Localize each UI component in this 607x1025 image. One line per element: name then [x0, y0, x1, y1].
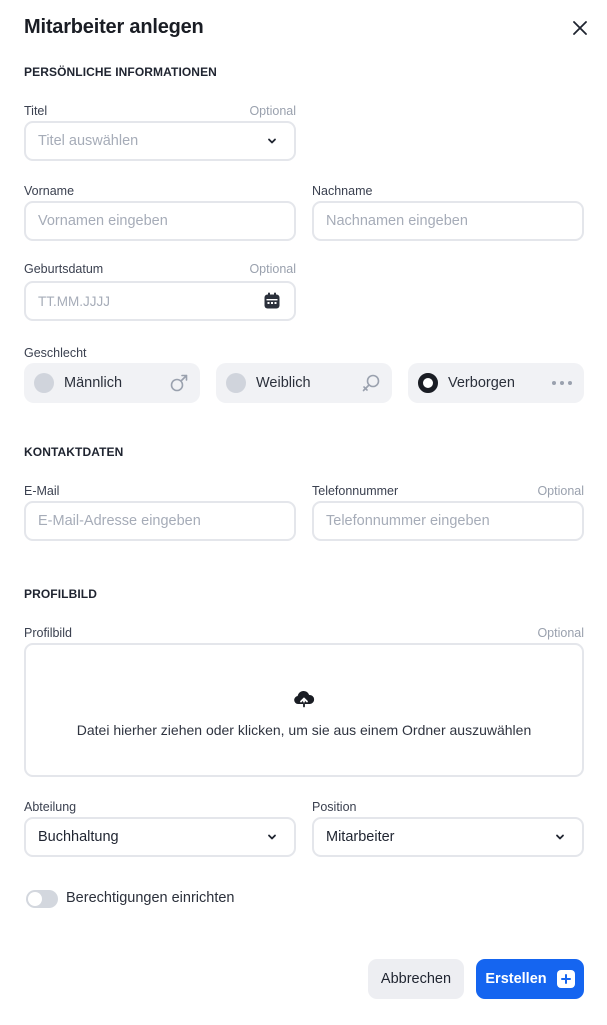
email-input[interactable] — [24, 501, 296, 541]
gender-option-hidden[interactable] — [408, 363, 584, 403]
create-button[interactable] — [476, 959, 584, 999]
title-label: Titel — [24, 104, 48, 118]
birthdate-optional: Optional — [249, 262, 296, 276]
phone-label: Telefonnummer — [312, 484, 399, 498]
more-dots-icon — [550, 372, 574, 394]
last-name-placeholder: Nachnamen eingeben — [326, 213, 468, 229]
section-personal-title: PERSÖNLICHE INFORMATIONEN — [24, 65, 217, 79]
chevron-down-icon — [262, 131, 282, 151]
chevron-down-icon — [550, 827, 570, 847]
radio-dot — [226, 373, 246, 393]
cancel-button[interactable] — [368, 959, 464, 999]
position-select[interactable] — [312, 817, 584, 857]
phone-placeholder: Telefonnummer eingeben — [326, 513, 490, 529]
female-symbol-icon — [360, 372, 382, 394]
close-icon — [573, 21, 587, 35]
birthdate-label: Geburtsdatum — [24, 262, 104, 276]
chevron-down-icon — [262, 827, 282, 847]
cloud-upload-icon — [293, 688, 315, 710]
permissions-toggle[interactable] — [26, 890, 58, 908]
upload-instructions: Datei hierher ziehen oder klicken, um sie aus einem Ordner auszuwählen — [76, 722, 532, 738]
gender-option-label: Männlich — [64, 375, 123, 391]
position-value: Mitarbeiter — [326, 829, 395, 845]
email-label: E-Mail — [24, 484, 60, 498]
profile-upload-dropzone[interactable] — [24, 643, 584, 777]
profile-label: Profilbild — [24, 626, 72, 640]
first-name-label: Vorname — [24, 184, 75, 198]
plus-icon — [557, 970, 575, 988]
gender-option-female[interactable] — [216, 363, 392, 403]
email-placeholder: E-Mail-Adresse eingeben — [38, 513, 201, 529]
gender-label: Geschlecht — [24, 346, 87, 360]
first-name-placeholder: Vornamen eingeben — [38, 213, 168, 229]
male-symbol-icon — [168, 372, 190, 394]
calendar-icon[interactable] — [262, 291, 282, 311]
gender-option-label: Weiblich — [256, 375, 311, 391]
close-button[interactable] — [568, 16, 592, 40]
title-select[interactable] — [24, 121, 296, 161]
cancel-button-label: Abbrechen — [380, 971, 452, 987]
section-profile-title: PROFILBILD — [24, 587, 97, 601]
toggle-knob — [28, 892, 42, 906]
first-name-input[interactable] — [24, 201, 296, 241]
gender-option-label: Verborgen — [448, 375, 515, 391]
title-select-placeholder: Titel auswählen — [38, 133, 139, 149]
last-name-input[interactable] — [312, 201, 584, 241]
title-optional: Optional — [249, 104, 296, 118]
last-name-label: Nachname — [312, 184, 373, 198]
birthdate-placeholder: TT.MM.JJJJ — [38, 293, 110, 309]
department-value: Buchhaltung — [38, 829, 119, 845]
department-label: Abteilung — [24, 800, 77, 814]
section-contact-title: KONTAKTDATEN — [24, 445, 124, 459]
radio-dot-checked — [418, 373, 438, 393]
position-label: Position — [312, 800, 357, 814]
permissions-label: Berechtigungen einrichten — [66, 890, 235, 906]
phone-input[interactable] — [312, 501, 584, 541]
radio-dot — [34, 373, 54, 393]
dialog-title: Mitarbeiter anlegen — [24, 16, 204, 38]
department-select[interactable] — [24, 817, 296, 857]
phone-optional: Optional — [537, 484, 584, 498]
profile-optional: Optional — [537, 626, 584, 640]
birthdate-input[interactable] — [24, 281, 296, 321]
create-button-label: Erstellen — [485, 971, 547, 987]
gender-option-male[interactable] — [24, 363, 200, 403]
